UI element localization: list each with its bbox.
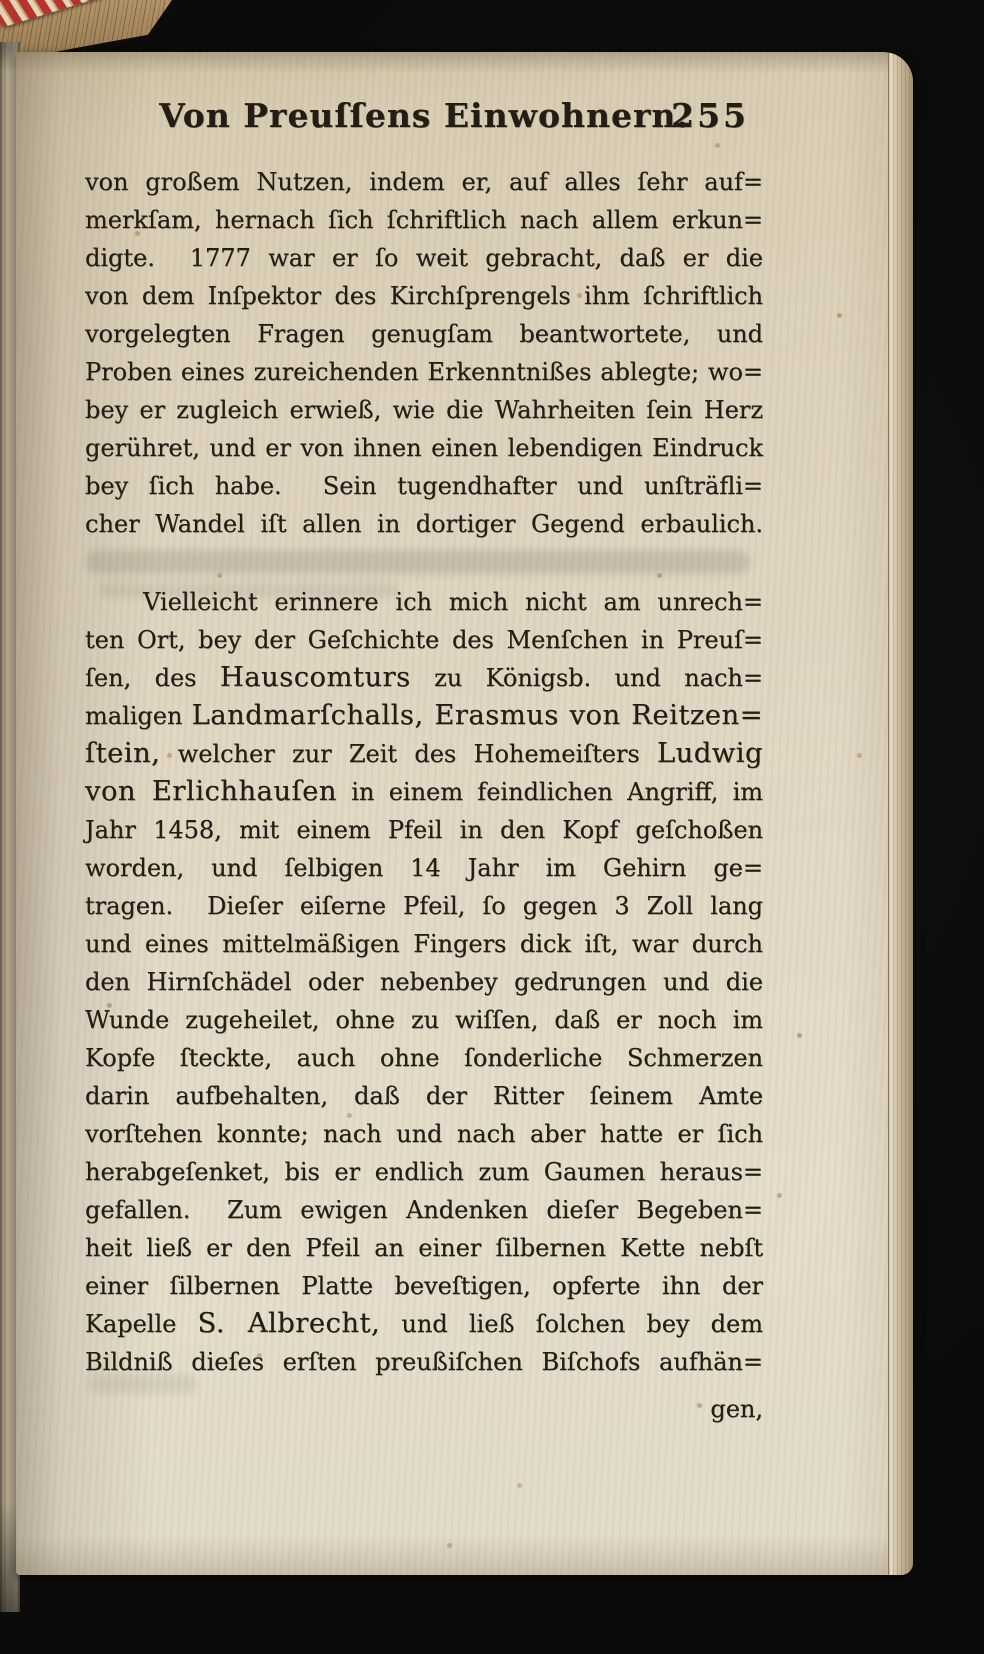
text-segment: und ließ ſolchen bey dem [380,1310,763,1338]
text-segment: von dem Inſpektor des Kirchſprengels ihm ſchriftlich [85,282,763,310]
running-head [85,95,763,141]
emphasized-text: Hauscomturs [219,662,411,693]
text-line [85,697,763,735]
text-line [85,773,763,811]
text-line [85,811,763,849]
text-segment: Vielleicht erinnere ich mich nicht am unrech= [143,588,763,616]
text-segment: bey er zugleich erwieß, wie die Wahrheiten ſein Herz [85,396,763,424]
text-segment: Proben eines zureichenden Erkenntnißes ablegte; wo= [85,358,763,386]
text-segment: den Hirnſchädel oder nebenbey gedrungen und die [85,968,763,996]
text-line [85,887,763,925]
text-segment: maligen [85,702,192,730]
text-line [85,353,763,391]
text-segment: ſen, des [85,664,220,692]
emphasized-text: ſtein, [85,738,161,769]
text-segment: bey ſich habe. Sein tugendhafter und unſträfli= [85,472,763,500]
text-line [85,963,763,1001]
text-line [85,239,763,277]
text-segment: Bildniß dieſes erſten preußiſchen Biſchofs aufhän= [85,1348,763,1376]
page-title: Von Preuſſens Einwohnern. [159,96,689,135]
text-segment: und eines mittelmäßigen Fingers dick iſt, war durch [85,930,763,958]
text-line [85,1229,763,1267]
text-line [85,1305,763,1343]
page-number: 255 [671,96,749,135]
text-line [85,583,763,621]
text-line [85,391,763,429]
text-segment: Wunde zugeheilet, ohne zu wiſſen, daß er noch im [85,1006,763,1034]
text-line [85,315,763,353]
text-segment: merkſam, hernach ſich ſchriftlich nach allem erkun= [85,206,763,234]
text-segment: welcher zur Zeit des Hohemeiſters [160,740,657,768]
text-segment: gefallen. Zum ewigen Andenken dieſer Begeben= [85,1196,763,1224]
printed-area [85,95,763,1423]
text-line [85,1115,763,1153]
text-segment: darin aufbehalten, daß der Ritter ſeinem Amte [85,1082,763,1110]
page-stack-right-edge [888,52,913,1575]
text-line [85,659,763,697]
text-segment: ten Ort, bey der Geſchichte des Menſchen in Preuſ= [85,626,763,654]
text-segment: Jahr 1458, mit einem Pfeil in den Kopf geſchoßen [85,816,763,844]
text-line [85,925,763,963]
paragraph [85,583,763,1381]
text-line [85,277,763,315]
text-line [85,1267,763,1305]
text-segment: Kapelle [85,1310,198,1338]
text-segment: Kopfe ſteckte, auch ohne ſonderliche Schmerzen [85,1044,763,1072]
text-segment: in einem feindlichen Angriff, im [336,778,763,806]
text-segment: cher Wandel iſt allen in dortiger Gegend erbaulich. [85,510,763,538]
text-line [85,1077,763,1115]
text-segment: herabgeſenket, bis er endlich zum Gaumen heraus= [85,1158,763,1186]
emphasized-text: Ludwig [657,738,763,769]
text-line [85,735,763,773]
text-segment: worden, und ſelbigen 14 Jahr im Gehirn ge= [85,854,763,882]
text-line [85,621,763,659]
text-body [85,163,763,1381]
text-line [85,201,763,239]
text-line [85,467,763,505]
text-segment: vorſtehen konnte; nach und nach aber hatte er ſich [85,1120,763,1148]
text-segment: einer ſilbernen Platte beveſtigen, opferte ihn der [85,1272,763,1300]
text-line [85,429,763,467]
text-segment: tragen. Dieſer eiſerne Pfeil, ſo gegen 3 Zoll lang [85,892,763,920]
text-line [85,1153,763,1191]
paper-speckles [16,52,19,55]
emphasized-text: Landmarſchalls, Erasmus von Reitzen= [191,700,763,731]
text-line [85,163,763,201]
book-page [16,52,913,1575]
catchword: gen, [710,1395,763,1423]
text-line [85,1039,763,1077]
text-segment: vorgelegten Fragen genugſam beantwortete, und [85,320,763,348]
text-line [85,849,763,887]
text-line [85,1001,763,1039]
text-segment: digte. 1777 war er ſo weit gebracht, daß er die [85,244,763,272]
emphasized-text: von Erlichhauſen [85,776,337,807]
emphasized-text: S. Albrecht, [197,1308,381,1339]
paragraph [85,163,763,543]
text-segment: zu Königsb. und nach= [410,664,763,692]
text-segment: von großem Nutzen, indem er, auf alles ſehr auf= [85,168,763,196]
text-segment: heit ließ er den Pfeil an einer ſilbernen Kette nebſt [85,1234,763,1262]
text-segment: gerühret, und er von ihnen einen lebendigen Eindruck [85,434,763,462]
text-line [85,505,763,543]
text-line [85,1191,763,1229]
text-line [85,1343,763,1381]
